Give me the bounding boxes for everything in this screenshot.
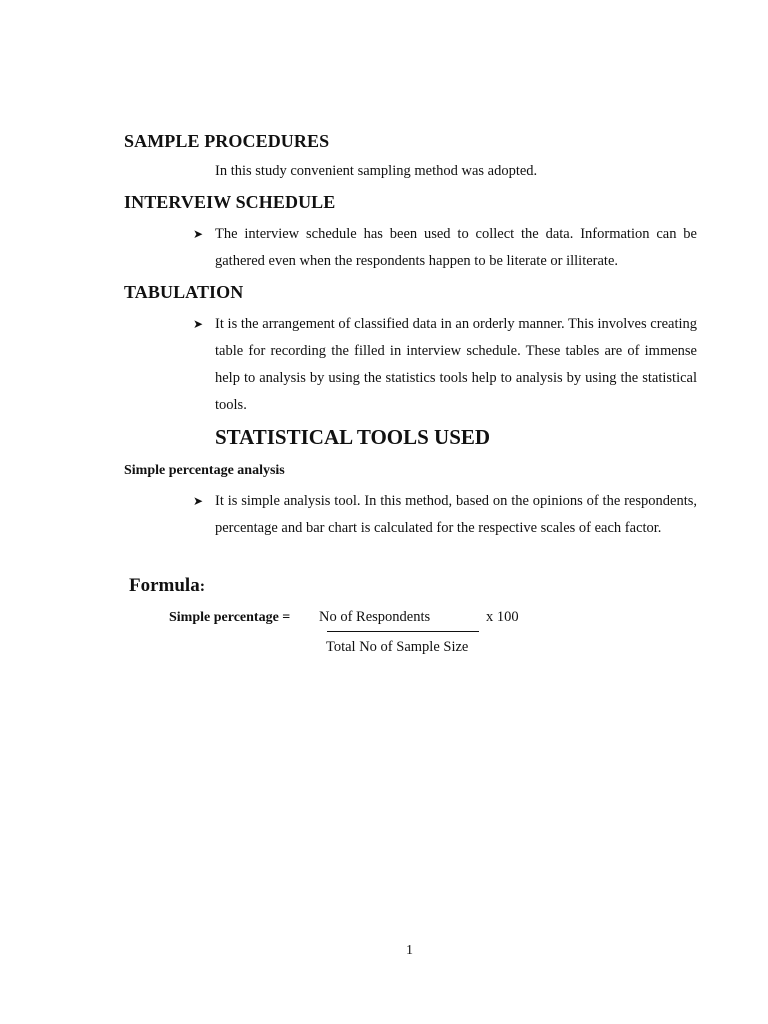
- formula-numerator: No of Respondents: [319, 609, 431, 625]
- statistical-tools-bullet-text: It is simple analysis tool. In this method, based on the opinions of the respondents, percentage and bar chart is calculated for the respective scales of each factor.: [215, 493, 697, 536]
- section-heading-tabulation: TABULATION: [124, 282, 244, 302]
- arrow-bullet-icon: ➤: [193, 494, 204, 508]
- page-number: 1: [406, 943, 413, 958]
- formula-label-text: Formula: [129, 575, 200, 596]
- sample-procedures-text: In this study convenient sampling method was adopted.: [215, 163, 538, 179]
- fraction-line: [327, 631, 479, 632]
- formula-label: [129, 575, 205, 597]
- section-heading-statistical-tools: STATISTICAL TOOLS USED: [215, 425, 491, 449]
- formula-lhs: Simple percentage =: [169, 610, 291, 625]
- arrow-bullet-icon: ➤: [193, 317, 204, 331]
- section-heading-interview-schedule: INTERVEIW SCHEDULE: [124, 192, 336, 212]
- arrow-bullet-icon: ➤: [193, 227, 204, 241]
- interview-schedule-bullet-text: The interview schedule has been used to collect the data. Information can be gathered even when the respondents happen to be literate or illiterate.: [215, 226, 697, 269]
- interview-schedule-bullet: [193, 221, 697, 275]
- formula-label-colon: :: [199, 578, 206, 595]
- tabulation-bullet: [193, 311, 697, 419]
- formula-multiplier: x 100: [486, 609, 519, 625]
- tabulation-bullet-text: It is the arrangement of classified data in an orderly manner. This involves creating table for recording the filled in interview schedule. These tables are of immense help to analysis by using the statistics tools help to analysis by using the statistical tools.: [215, 316, 697, 413]
- statistical-tools-bullet: [193, 488, 697, 542]
- section-heading-sample-procedures: SAMPLE PROCEDURES: [124, 131, 330, 151]
- formula-denominator: Total No of Sample Size: [326, 639, 469, 655]
- subheading-simple-percentage-analysis: Simple percentage analysis: [124, 463, 285, 478]
